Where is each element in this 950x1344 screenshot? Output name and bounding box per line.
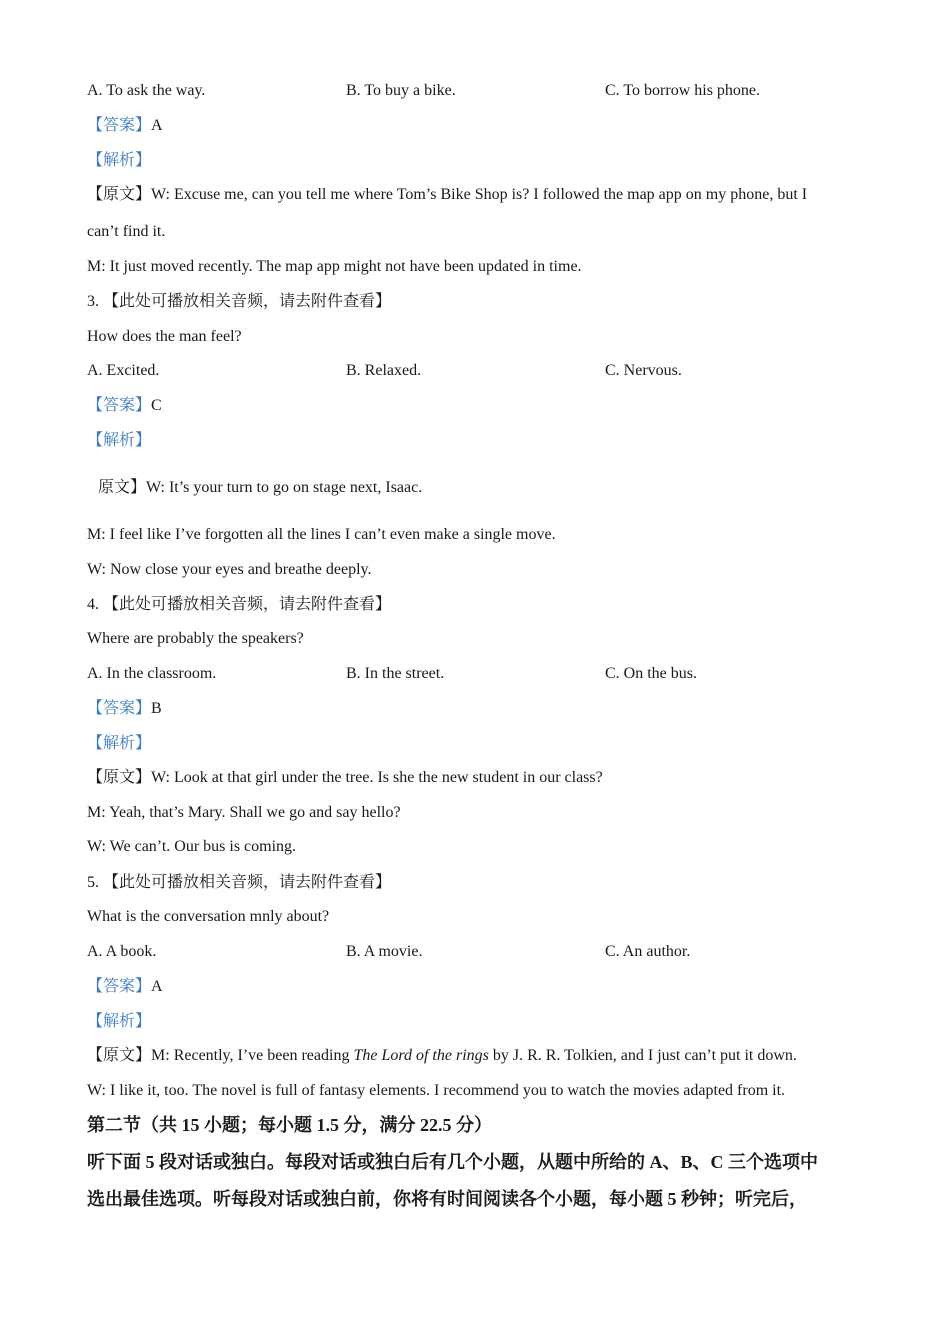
q3-option-c: C. Nervous. bbox=[605, 362, 682, 379]
answer-label: 【答案】 bbox=[87, 117, 152, 134]
q4-option-c: C. On the bus. bbox=[605, 665, 697, 682]
q3-option-a: A. Excited. bbox=[87, 362, 160, 379]
transcript-text: by J. R. R. Tolkien, and I just can’t put it down. bbox=[488, 1047, 797, 1064]
q4-option-b: B. In the street. bbox=[346, 665, 445, 682]
answer-label: 【答案】 bbox=[87, 700, 152, 717]
q5-answer bbox=[87, 977, 163, 997]
book-title: The Lord of the rings bbox=[353, 1047, 489, 1064]
section-instructions-line1: 听下面 5 段对话或独白。每段对话或独白后有几个小题，从题中所给的 A、B、C 三个选项中 bbox=[87, 1152, 818, 1172]
q2-transcript-line3: M: It just moved recently. The map app might not have been updated in time. bbox=[87, 258, 582, 275]
transcript-text: M: Recently, I’ve been reading bbox=[151, 1047, 354, 1064]
q3-answer bbox=[87, 396, 162, 416]
answer-label: 【答案】 bbox=[87, 978, 152, 995]
q5-transcript-line2: W: I like it, too. The novel is full of fantasy elements. I recommend you to watch the movies adapted from it. bbox=[87, 1082, 786, 1099]
q2-answer bbox=[87, 116, 163, 136]
q4-question: Where are probably the speakers? bbox=[87, 630, 304, 647]
q5-header: 5. 【此处可播放相关音频，请去附件查看】 bbox=[87, 874, 392, 891]
q3-option-b: B. Relaxed. bbox=[346, 362, 422, 379]
original-label: 【原文】 bbox=[87, 186, 152, 203]
q3-transcript-line2: M: I feel like I’ve forgotten all the lines I can’t even make a single move. bbox=[87, 526, 556, 543]
section-instructions-line2: 选出最佳选项。听每段对话或独白前，你将有时间阅读各个小题，每小题 5 秒钟；听完后， bbox=[87, 1189, 807, 1209]
q3-question: How does the man feel? bbox=[87, 328, 242, 345]
answer-value: A bbox=[151, 117, 163, 134]
q4-transcript-line3: W: We can’t. Our bus is coming. bbox=[87, 838, 297, 855]
original-label: 【原文】 bbox=[87, 1047, 152, 1064]
q3-transcript-line3: W: Now close your eyes and breathe deeply. bbox=[87, 561, 372, 578]
q3-analysis-label: 【解析】 bbox=[87, 432, 152, 449]
q2-analysis-label: 【解析】 bbox=[87, 152, 152, 169]
q4-option-a: A. In the classroom. bbox=[87, 665, 217, 682]
q5-option-a: A. A book. bbox=[87, 943, 157, 960]
transcript-text: W: Look at that girl under the tree. Is she the new student in our class? bbox=[151, 769, 603, 786]
q2-transcript-line1 bbox=[87, 185, 807, 205]
q5-question: What is the conversation mnly about? bbox=[87, 908, 330, 925]
q4-analysis-label: 【解析】 bbox=[87, 735, 152, 752]
q5-analysis-label: 【解析】 bbox=[87, 1013, 152, 1030]
q2-option-b: B. To buy a bike. bbox=[346, 82, 456, 99]
q2-option-c: C. To borrow his phone. bbox=[605, 82, 761, 99]
q4-answer bbox=[87, 699, 162, 719]
q5-option-b: B. A movie. bbox=[346, 943, 423, 960]
q5-transcript-line1 bbox=[87, 1046, 797, 1066]
q4-header: 4. 【此处可播放相关音频，请去附件查看】 bbox=[87, 596, 392, 613]
transcript-text: W: Excuse me, can you tell me where Tom’s Bike Shop is? I followed the map app on my phone, but I bbox=[151, 186, 808, 203]
q3-header: 3. 【此处可播放相关音频，请去附件查看】 bbox=[87, 293, 392, 310]
q2-transcript-line2: can’t find it. bbox=[87, 223, 166, 240]
q3-transcript-line1: 原文】W: It’s your turn to go on stage next, Isaac. bbox=[98, 479, 423, 496]
original-label: 【原文】 bbox=[87, 769, 152, 786]
q2-option-a: A. To ask the way. bbox=[87, 82, 206, 99]
q4-transcript-line1 bbox=[87, 768, 603, 788]
q5-option-c: C. An author. bbox=[605, 943, 691, 960]
answer-label: 【答案】 bbox=[87, 397, 152, 414]
answer-value: C bbox=[151, 397, 162, 414]
q4-transcript-line2: M: Yeah, that’s Mary. Shall we go and say hello? bbox=[87, 804, 401, 821]
section-heading: 第二节（共 15 小题；每小题 1.5 分，满分 22.5 分） bbox=[87, 1115, 492, 1135]
answer-value: A bbox=[151, 978, 163, 995]
answer-value: B bbox=[151, 700, 162, 717]
